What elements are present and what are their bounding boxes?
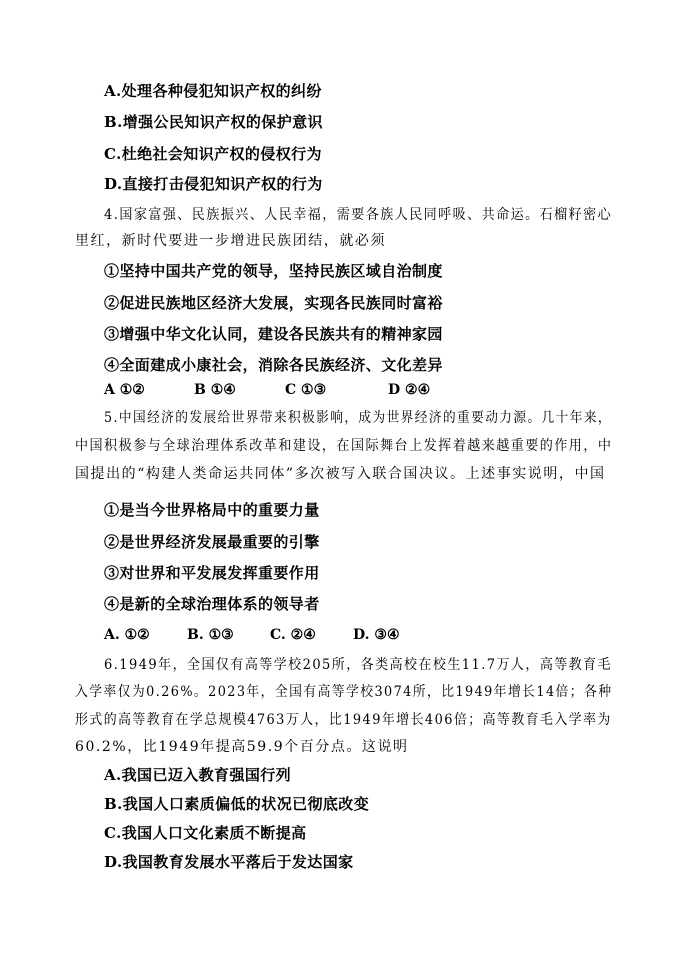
q4-statement-1: ①坚持中国共产党的领导，坚持民族区域自治制度: [104, 262, 443, 280]
q3-option-d: D.直接打击侵犯知识产权的行为: [104, 175, 323, 193]
q3-option-a: A.处理各种侵犯知识产权的纠纷: [104, 82, 322, 100]
q4-statement-3: ③增强中华文化认同，建设各民族共有的精神家园: [104, 325, 443, 343]
q5-choice-d: D. ③④: [353, 627, 400, 643]
q6-option-c: C.我国人口文化素质不断提高: [104, 824, 307, 842]
q6-stem-line-2: 入学率仅为0.26%。2023年，全国有高等学校3074所，比1949年增长14倍；各种: [75, 684, 613, 700]
q5-stem-line-3: 国提出的“构建人类命运共同体”多次被写入联合国决议。上述事实说明，中国: [75, 466, 606, 482]
q5-stem-line-1: 5.中国经济的发展给世界带来积极影响，成为世界经济的重要动力源。几十年来，: [104, 410, 613, 426]
q5-statement-4: ④是新的全球治理体系的领导者: [104, 595, 320, 613]
q3-option-b: B.增强公民知识产权的保护意识: [104, 113, 323, 131]
q5-statement-1: ①是当今世界格局中的重要力量: [104, 501, 320, 519]
q5-choice-b: B. ①③: [187, 627, 234, 643]
q4-stem-line-1: 4.国家富强、民族振兴、人民幸福，需要各族人民同呼吸、共命运。石榴籽密心: [104, 207, 613, 223]
q4-statement-4: ④全面建成小康社会，消除各民族经济、文化差异: [104, 356, 443, 374]
q5-stem-line-2: 中国积极参与全球治理体系改革和建设，在国际舞台上发挥着越来越重要的作用，中: [75, 438, 613, 454]
q6-option-a: A.我国已迈入教育强国行列: [104, 766, 292, 784]
q5-statement-2: ②是世界经济发展最重要的引擎: [104, 533, 320, 551]
q6-stem-line-3: 形式的高等教育在学总规模4763万人，比1949年增长406倍；高等教育毛入学率为: [75, 712, 612, 728]
q4-statement-2: ②促进民族地区经济大发展，实现各民族同时富裕: [104, 294, 443, 312]
q4-choice-c: C ①③: [285, 382, 327, 398]
q3-option-c: C.杜绝社会知识产权的侵权行为: [104, 145, 322, 163]
q5-statement-3: ③对世界和平发展发挥重要作用: [104, 564, 320, 582]
q6-option-d: D.我国教育发展水平落后于发达国家: [104, 853, 354, 871]
q4-choice-b: B ①④: [194, 382, 236, 398]
q4-stem-line-2: 里红，新时代要进一步增进民族团结，就必须: [75, 233, 386, 249]
q4-choice-a: A ①②: [104, 382, 145, 398]
q5-choice-c: C. ②④: [270, 627, 316, 643]
q6-option-b: B.我国人口素质偏低的状况已彻底改变: [104, 795, 370, 813]
q4-choice-d: D ②④: [388, 382, 431, 398]
q6-stem-line-4: 60.2%，比1949年提高59.9个百分点。这说明: [75, 739, 409, 755]
q5-choice-a: A. ①②: [104, 627, 150, 643]
q6-stem-line-1: 6.1949年，全国仅有高等学校205所，各类高校在校生11.7万人，高等教育毛: [104, 657, 613, 673]
